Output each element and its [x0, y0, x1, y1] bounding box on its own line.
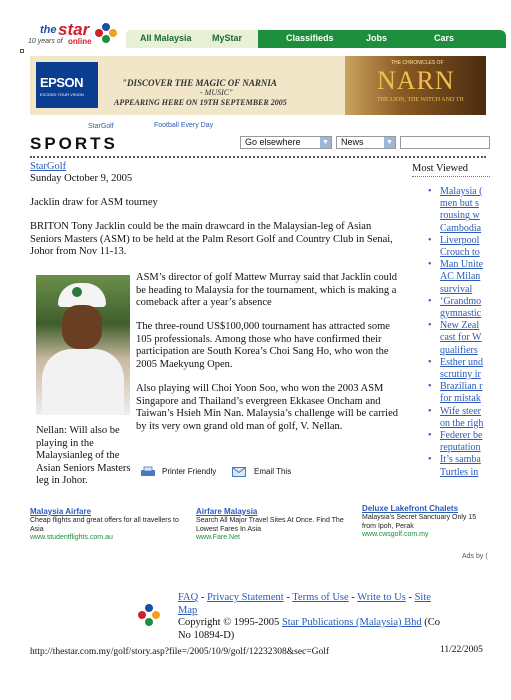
- footer-star-icon: [137, 603, 161, 627]
- ads-by-label[interactable]: Ads by (: [462, 553, 488, 560]
- ad-1[interactable]: Malaysia Airfare Cheap flights and great offers for all travellers to Asia www.studentflights.com.au: [30, 507, 179, 541]
- nav-classifieds[interactable]: Classifieds: [286, 33, 334, 43]
- logo-star: star: [58, 20, 90, 39]
- nellan-photo: [36, 275, 130, 415]
- most-viewed-title: Most Viewed: [412, 163, 469, 174]
- footer-faq[interactable]: FAQ: [178, 592, 199, 603]
- nav-mystar[interactable]: MyStar: [212, 33, 243, 43]
- nav-all-malaysia[interactable]: All Malaysia: [140, 33, 192, 43]
- ad-3[interactable]: Deluxe Lakefront Chalets Malaysia's Secret Sanctuary Only 15 from Ipoh, Perak www.cwsgolf.com.my: [362, 504, 477, 538]
- banner-ad[interactable]: [30, 56, 486, 115]
- most-viewed-item[interactable]: • Esther und scrutiny ir: [428, 357, 488, 381]
- nav-cars[interactable]: Cars: [434, 33, 455, 43]
- most-viewed-item[interactable]: • Brazilian r for mistak: [428, 381, 488, 405]
- nav-jobs[interactable]: Jobs: [366, 33, 388, 43]
- footer-publisher[interactable]: Star Publications (Malaysia) Bhd: [281, 617, 422, 629]
- most-viewed-divider: [412, 176, 490, 177]
- site-logo[interactable]: [28, 22, 120, 52]
- banner-line-3: APPEARING HERE ON 19TH SEPTEMBER 2005: [114, 98, 287, 107]
- footer-privacy[interactable]: Privacy Statement: [206, 592, 284, 603]
- printer-icon: [140, 466, 156, 477]
- most-viewed-list: [428, 186, 488, 479]
- subnav-stargolf[interactable]: StarGolf: [88, 123, 114, 130]
- chevron-down-icon: ▼: [384, 137, 395, 148]
- most-viewed-item[interactable]: • It’s samba Turtles in: [428, 454, 488, 478]
- news-select[interactable]: News ▼: [336, 136, 396, 149]
- star-flower-icon: [94, 22, 118, 44]
- article-para-1: BRITON Tony Jacklin could be the main drawcard in the Malaysian-leg of Asian Seniors Masters (ASM) to be held at the Palm Resort Golf and Country Club in Senai, Johor from Nov 11-13.: [30, 221, 393, 258]
- article-para-3: The three-round US$100,000 tournament has attracted some 105 professionals. Among those who have confirmed their participation are South Korea’s Choi Sang Ho, who won the 2005 Maekyung Open.: [136, 321, 390, 370]
- most-viewed-item[interactable]: • Man Unite AC Milan survival: [428, 259, 488, 296]
- print-url: http://thestar.com.my/golf/story.asp?file=/2005/10/9/golf/12232308&sec=Golf: [30, 647, 330, 657]
- footer-write[interactable]: Write to Us: [357, 592, 406, 603]
- most-viewed-item[interactable]: • Wife steer on the righ: [428, 406, 488, 430]
- breadcrumb[interactable]: StarGolf: [30, 161, 67, 172]
- section-title: SPORTS: [30, 134, 118, 153]
- article-headline: Jacklin draw for ASM tourney: [30, 197, 158, 208]
- footer-links: FAQ - Privacy Statement - Terms of Use - Write to Us - Site Map Copyright © 1995-2005 Star Publications (Malaysia) Bhd (Co No 10894-D): [178, 592, 441, 641]
- empty-select[interactable]: [400, 136, 490, 149]
- logo-online: online: [68, 37, 92, 46]
- most-viewed-item[interactable]: • Federer be reputation: [428, 430, 488, 454]
- subnav-football[interactable]: Football Every Day: [154, 122, 214, 129]
- chevron-down-icon: ▼: [320, 137, 331, 148]
- most-viewed-item[interactable]: • Malaysia ( men but s rousing w Cambodia: [428, 186, 488, 235]
- top-navigation: [126, 30, 506, 48]
- banner-line-1: "DISCOVER THE MAGIC OF NARNIA: [122, 78, 277, 88]
- article-para-2: ASM’s director of golf Mattew Murray said that Jacklin could be heading to Malaysia for the tournament, which is making a comeback after a year’s absence: [136, 272, 397, 309]
- banner-line-2: - MUSIC": [200, 88, 233, 97]
- footer-sitemap[interactable]: Site: [414, 592, 431, 603]
- email-icon: [232, 467, 246, 477]
- most-viewed-item[interactable]: • New Zeal cast for W qualifiers: [428, 320, 488, 357]
- section-divider: [30, 156, 486, 158]
- ad-2[interactable]: Airfare Malaysia Search All Major Travel Sites At Once. Find The Lowest Fares In Asia www.Fare.Net: [196, 507, 344, 541]
- footer-sitemap-2[interactable]: Map: [178, 604, 198, 616]
- epson-logo: EPSON EXCEED YOUR VISION: [36, 62, 98, 108]
- photo-caption: Nellan: Will also be playing in the Malaysianleg of the Asian Seniors Masters leg in Johor.: [36, 425, 131, 487]
- article-para-4: Also playing will Choi Yoon Soo, who won the 2003 ASM Singapore and Thailand’s evergreen Ekkasee Oncham and Taiwan’s Hsieh Min Nan. Malaysia’s challenge will be carried by its very own grand old man of golf, V. Nellan.: [136, 383, 398, 432]
- footer-terms[interactable]: Terms of Use: [292, 592, 349, 603]
- most-viewed-item[interactable]: • Liverpool Crouch to: [428, 235, 488, 259]
- narnia-lion-image: THE CHRONICLES OF NARN THE LION, THE WITCH AND TH: [345, 56, 486, 115]
- logo-the: the: [40, 24, 57, 36]
- small-square-icon: [20, 49, 24, 53]
- article-date: Sunday October 9, 2005: [30, 173, 133, 184]
- most-viewed-item[interactable]: • ‘Grandmo gymnastic: [428, 296, 488, 320]
- goto-select[interactable]: Go elsewhere ▼: [240, 136, 332, 149]
- logo-years: 10 years of: [28, 38, 63, 45]
- print-date: 11/22/2005: [440, 645, 483, 655]
